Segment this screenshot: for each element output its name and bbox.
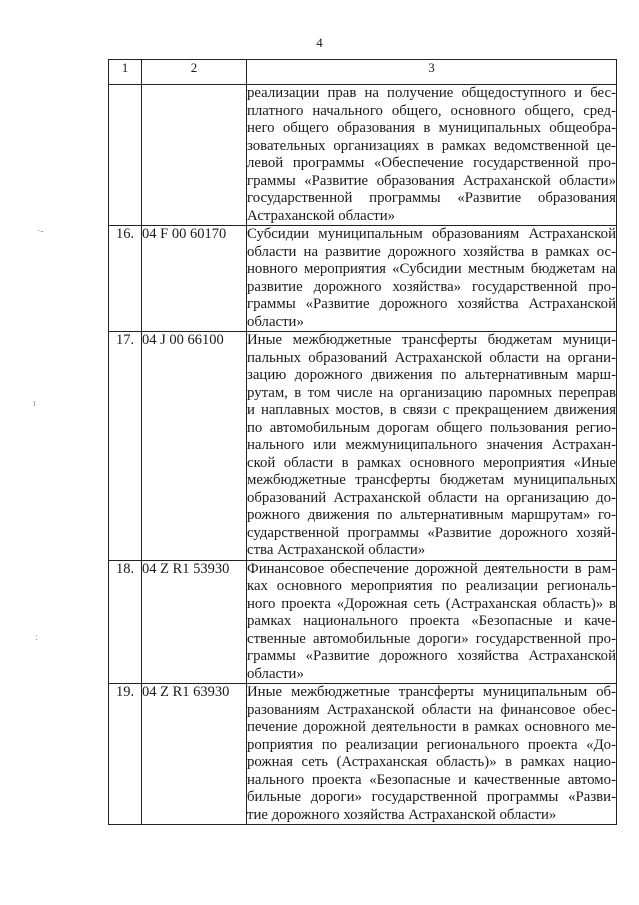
budget-code: 04 Z R1 63930: [142, 684, 247, 825]
description-line: пальных образований Астраханской области на органи-: [247, 349, 616, 366]
table-header-row: [109, 60, 617, 85]
description-line: граммы «Развитие образования Астраханской области»: [247, 172, 616, 189]
description-line: рамках национального проекта «Безопасные и каче-: [247, 613, 616, 629]
description-line: образований Астраханской области на организацию до-: [247, 489, 616, 506]
table-row: [109, 226, 617, 332]
description-line: новного мероприятия «Субсидии местным бюджетам на: [247, 261, 616, 277]
row-number: 17.: [109, 332, 142, 561]
description-line: нального или межмуниципального значения Астрахан-: [247, 437, 616, 453]
scan-mark: :: [35, 632, 38, 643]
description-line: рутам, в том числе на организацию паромных переправ: [247, 384, 616, 401]
description-line: зацию дорожного движения по альтернативным марш-: [247, 367, 616, 383]
description-line: рожная сеть (Астраханская область)» в рамках нацио-: [247, 754, 616, 770]
description-line: него общего образования в муниципальных общеобра-: [247, 120, 616, 136]
description-line: Субсидии муниципальным образованиям Астраханской: [247, 226, 616, 242]
description-line: граммы «Развитие дорожного хозяйства Астраханской: [247, 296, 616, 312]
description-line: ного проекта «Дорожная сеть (Астраханская область)» в: [247, 595, 616, 612]
table-row: [109, 332, 617, 561]
description-line: по автомобильным дорогам общего пользования регио-: [247, 419, 616, 436]
budget-classification-table: [108, 59, 617, 825]
description-line: Астраханской области»: [247, 207, 396, 224]
table-row: [109, 85, 617, 226]
description-line: тие дорожного хозяйства Астраханской области»: [247, 806, 557, 823]
description-line: бильные дороги» государственной программы «Разви-: [247, 789, 616, 805]
expense-description: [247, 684, 617, 825]
scan-mark: ı: [33, 398, 36, 409]
table-row: [109, 684, 617, 825]
description-line: реализации прав на получение общедоступного и бес-: [247, 85, 616, 101]
column-header-1: 1: [109, 60, 142, 85]
budget-code: 04 J 00 66100: [142, 332, 247, 561]
description-line: печение дорожной деятельности в рамках основного ме-: [247, 719, 616, 735]
table-row: [109, 560, 617, 684]
description-line: нального проекта «Безопасные и качественные автомо-: [247, 771, 616, 788]
scan-mark: ·-: [37, 226, 44, 237]
description-line: граммы «Развитие дорожного хозяйства Астраханской: [247, 648, 616, 664]
description-line: области на развитие дорожного хозяйства в рамках ос-: [247, 243, 616, 260]
description-line: межбюджетные трансферты бюджетам муниципальных: [247, 472, 616, 488]
description-line: сударственной программы «Развитие дорожного хозяй-: [247, 524, 616, 541]
description-line: развитие дорожного хозяйства» государственной про-: [247, 278, 616, 295]
description-line: области»: [247, 313, 304, 330]
budget-code: 04 Z R1 53930: [142, 560, 247, 684]
row-number: [109, 85, 142, 226]
description-line: рожного движения по альтернативным маршрутам» го-: [247, 507, 616, 523]
description-line: Финансовое обеспечение дорожной деятельности в рам-: [247, 560, 616, 577]
row-number: 18.: [109, 560, 142, 684]
description-line: разованиям Астраханской области на финансовое обес-: [247, 701, 616, 718]
page-number: 4: [316, 35, 323, 50]
expense-description: [247, 226, 617, 332]
row-number: 19.: [109, 684, 142, 825]
column-header-3: 3: [247, 60, 617, 85]
row-number: 16.: [109, 226, 142, 332]
description-line: роприятия по реализации регионального проекта «До-: [247, 736, 616, 753]
description-line: государственной программы «Развитие образования: [247, 190, 616, 206]
description-line: и наплавных мостов, в связи с прекращением движения: [247, 402, 616, 418]
description-line: ках основного мероприятия по реализации региональ-: [247, 578, 616, 594]
budget-code: 04 F 00 60170: [142, 226, 247, 332]
description-line: ской области в рамках основного мероприятия «Иные: [247, 454, 616, 471]
description-line: ства Астраханской области»: [247, 542, 426, 558]
budget-code: [142, 85, 247, 226]
description-line: Иные межбюджетные трансферты муниципальным об-: [247, 684, 616, 700]
column-header-2: 2: [142, 60, 247, 85]
description-line: Иные межбюджетные трансферты бюджетам муници-: [247, 332, 616, 348]
description-line: платного начального общего, основного общего, сред-: [247, 102, 616, 119]
description-line: зовательных организациях в рамках ведомственной це-: [247, 137, 616, 154]
expense-description: [247, 560, 617, 684]
expense-description: [247, 332, 617, 561]
expense-description: [247, 85, 617, 226]
description-line: ственные автомобильные дороги» государственной про-: [247, 630, 616, 647]
description-line: левой программы «Обеспечение государственной про-: [247, 155, 616, 171]
description-line: области»: [247, 665, 304, 682]
